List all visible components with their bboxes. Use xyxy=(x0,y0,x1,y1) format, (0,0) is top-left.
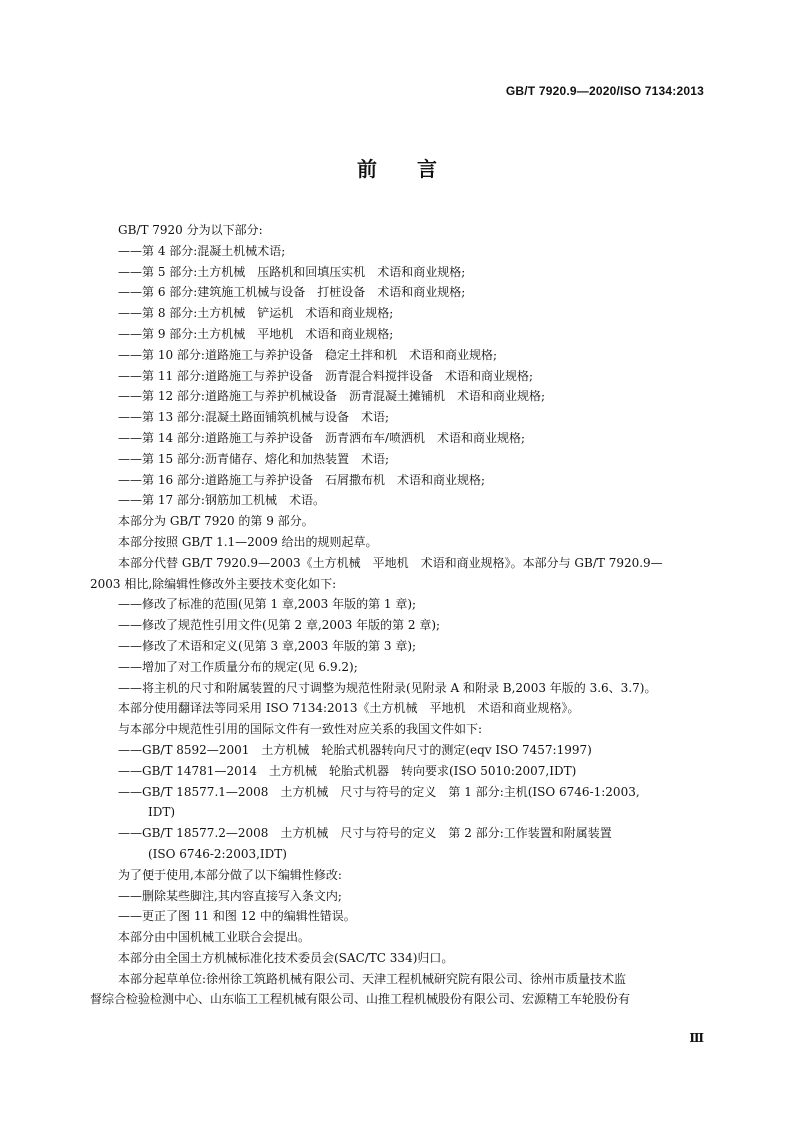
text-line: 本部分由全国土方机械标准化技术委员会(SAC/TC 334)归口。 xyxy=(118,950,454,965)
list-item-continuation: IDT) xyxy=(148,805,176,820)
text-line: 2003 相比,除编辑性修改外主要技术变化如下: xyxy=(90,576,337,591)
page-number: Ⅲ xyxy=(689,1031,704,1045)
list-item: ——GB/T 18577.1—2008 土方机械 尺寸与符号的定义 第 1 部分:主机(ISO 6746-1:2003, xyxy=(118,784,640,799)
list-item: ——第 10 部分:道路施工与养护设备 稳定土拌和机 术语和商业规格; xyxy=(118,347,497,362)
list-item: ——第 11 部分:道路施工与养护设备 沥青混合料搅拌设备 术语和商业规格; xyxy=(118,368,533,383)
list-item: ——第 9 部分:土方机械 平地机 术语和商业规格; xyxy=(118,326,394,341)
list-item: ——第 14 部分:道路施工与养护设备 沥青洒布车/喷洒机 术语和商业规格; xyxy=(118,430,526,445)
list-item: ——GB/T 18577.2—2008 土方机械 尺寸与符号的定义 第 2 部分:工作装置和附属装置 xyxy=(118,826,612,841)
list-item: ——第 13 部分:混凝土路面铺筑机械与设备 术语; xyxy=(118,410,389,425)
text-line: 本部分使用翻译法等同采用 ISO 7134:2013《土方机械 平地机 术语和商业规格》。 xyxy=(118,701,580,716)
list-item: ——删除某些脚注,其内容直接写入条文内; xyxy=(118,888,342,903)
list-item: ——第 4 部分:混凝土机械术语; xyxy=(118,243,286,258)
list-item: ——修改了标准的范围(见第 1 章,2003 年版的第 1 章); xyxy=(118,597,417,612)
text-line: 本部分由中国机械工业联合会提出。 xyxy=(118,930,311,945)
list-item: ——将主机的尺寸和附属装置的尺寸调整为规范性附录(见附录 A 和附录 B,2003 年版的 3.6、3.7)。 xyxy=(118,680,657,695)
list-item: ——第 5 部分:土方机械 压路机和回填压实机 术语和商业规格; xyxy=(118,264,466,279)
text-line: 本部分起草单位:徐州徐工筑路机械有限公司、天津工程机械研究院有限公司、徐州市质量技术监 xyxy=(118,971,627,986)
document-body xyxy=(90,220,704,1010)
list-item: ——增加了对工作质量分布的规定(见 6.9.2); xyxy=(118,659,358,674)
list-item-continuation: (ISO 6746-2:2003,IDT) xyxy=(148,846,287,861)
standard-code: GB/T 7920.9—2020/ISO 7134:2013 xyxy=(505,84,704,98)
list-item: ——更正了图 11 和图 12 中的编辑性错误。 xyxy=(118,909,356,924)
list-item: ——第 6 部分:建筑施工机械与设备 打桩设备 术语和商业规格; xyxy=(118,285,466,300)
list-item: ——第 12 部分:道路施工与养护机械设备 沥青混凝土摊铺机 术语和商业规格; xyxy=(118,389,545,404)
list-item: ——第 16 部分:道路施工与养护设备 石屑撒布机 术语和商业规格; xyxy=(118,472,485,487)
page-title: 前言 xyxy=(357,157,477,181)
text-line: 本部分代替 GB/T 7920.9—2003《土方机械 平地机 术语和商业规格》。本部分与 GB/T 7920.9— xyxy=(118,555,663,570)
list-item: ——第 8 部分:土方机械 铲运机 术语和商业规格; xyxy=(118,306,394,321)
text-line: 为了便于使用,本部分做了以下编辑性修改: xyxy=(118,867,342,882)
list-item: ——修改了规范性引用文件(见第 2 章,2003 年版的第 2 章); xyxy=(118,618,441,633)
list-item: ——修改了术语和定义(见第 3 章,2003 年版的第 3 章); xyxy=(118,638,417,653)
list-item: ——第 17 部分:钢筋加工机械 术语。 xyxy=(118,493,325,508)
text-line: 本部分为 GB/T 7920 的第 9 部分。 xyxy=(118,514,314,529)
list-item: ——第 15 部分:沥青储存、熔化和加热装置 术语; xyxy=(118,451,389,466)
list-item: ——GB/T 14781—2014 土方机械 轮胎式机器 转向要求(ISO 5010:2007,IDT) xyxy=(118,763,577,778)
text-line: GB/T 7920 分为以下部分: xyxy=(118,223,263,237)
list-item: ——GB/T 8592—2001 土方机械 轮胎式机器转向尺寸的测定(eqv ISO 7457:1997) xyxy=(118,742,592,757)
text-line: 与本部分中规范性引用的国际文件有一致性对应关系的我国文件如下: xyxy=(118,722,483,737)
text-line: 督综合检验检测中心、山东临工工程机械有限公司、山推工程机械股份有限公司、宏源精工车轮股份有 xyxy=(90,992,631,1007)
text-line: 本部分按照 GB/T 1.1—2009 给出的规则起草。 xyxy=(118,534,378,549)
